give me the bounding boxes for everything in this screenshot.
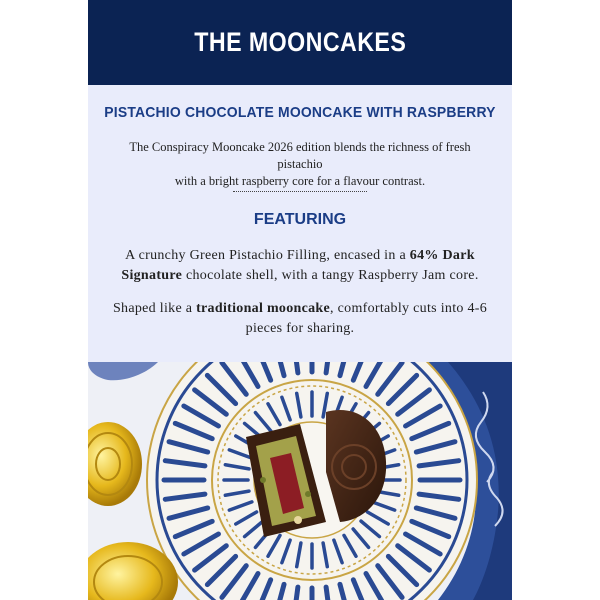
feature-paragraph-shape <box>98 299 502 339</box>
product-title: PISTACHIO CHOCOLATE MOONCAKE WITH RASPBERRY <box>104 104 496 121</box>
header-banner <box>88 0 512 85</box>
featuring-heading: FEATURING <box>253 211 347 228</box>
feature-paragraph-filling <box>98 246 502 286</box>
product-photo <box>88 362 512 600</box>
shape-text-a: Shaped like a <box>112 301 197 316</box>
intro-line-2: with a bright raspberry core for a flavour contrast. <box>174 174 426 188</box>
shape-text-c: , comfortably cuts into 4-6 pieces for sharing. <box>245 301 488 336</box>
shape-text-bold: traditional mooncake <box>196 301 331 316</box>
filling-text-a: A crunchy Green Pistachio Filling, encased in a <box>125 248 410 263</box>
intro-line-1: The Conspiracy Mooncake 2026 edition blends the richness of fresh pistachio <box>129 140 471 171</box>
dotted-divider <box>233 191 367 192</box>
filling-text-c: chocolate shell, with a tangy Raspberry Jam core. <box>182 268 479 283</box>
product-intro <box>108 139 492 190</box>
page-title: THE MOONCAKES <box>193 27 406 57</box>
mooncake-card <box>88 0 512 600</box>
filling-text-bold: 64% Dark Signature <box>121 248 475 283</box>
